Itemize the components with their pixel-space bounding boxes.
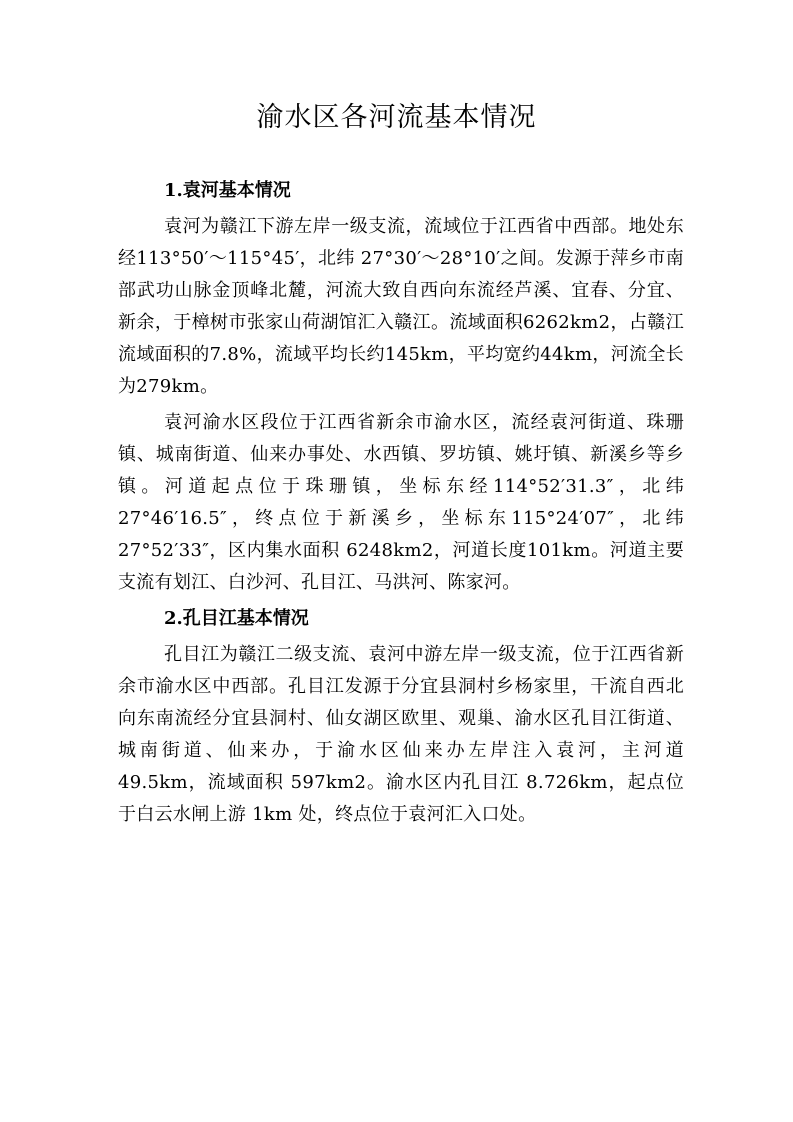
paragraph-kongmu-river-overview: 孔目江为赣江二级支流、袁河中游左岸一级支流，位于江西省新余市渝水区中西部。孔目江发源于分宜县洞村乡杨家里，干流自西北向东南流经分宜县洞村、仙女湖区欧里、观巢、渝水区孔目江街道、城南街道、仙来办，于渝水区仙来办左岸注入袁河，主河道 49.5km，流域面积 597km2。渝水区内孔目江 8.726km，起点位于白云水闸上游 1km 处，终点位于袁河汇入口处。 <box>118 644 684 825</box>
paragraph-yuan-river-overview: 袁河为赣江下游左岸一级支流，流域位于江西省中西部。地处东经113°50′～115°45′，北纬 27°30′～28°10′之间。发源于萍乡市南部武功山脉金顶峰北麓，河流大致自西向东流经芦溪、宜春、分宜、新余，于樟树市张家山荷湖馆汇入赣江。流域面积6262km2，占赣江流域面积的7.8%，流域平均长约145km，平均宽约44km，河流全长为279km。 <box>118 216 684 397</box>
page-title: 渝水区各河流基本情况 <box>256 102 537 133</box>
paragraph-yuan-river-yushui-section: 袁河渝水区段位于江西省新余市渝水区，流经袁河街道、珠珊镇、城南街道、仙来办事处、水西镇、罗坊镇、姚圩镇、新溪乡等乡镇。河道起点位于珠珊镇，坐标东经114°52′31.3″，北纬 27°46′16.5″，终点位于新溪乡，坐标东115°24′07″，北纬 27°52′33″，区内集水面积 6248km2，河道长度101km。河道主要支流有划江、白沙河、孔目江、马洪河、陈家河。 <box>118 412 684 593</box>
document-body <box>118 175 684 831</box>
section-heading-kongmu-river: 2.孔目江基本情况 <box>164 608 309 629</box>
section-heading-yuan-river: 1.袁河基本情况 <box>164 180 291 201</box>
